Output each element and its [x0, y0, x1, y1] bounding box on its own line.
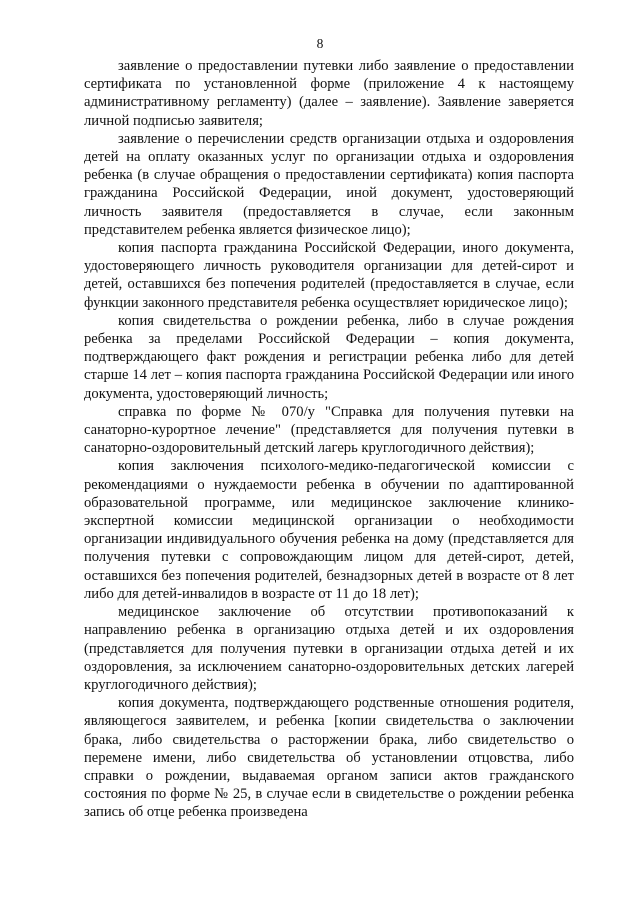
paragraph-kinship-document: копия документа, подтверждающего родственные отношения родителя, являющегося заявителем, и ребенка [копии свидетельства о заключении брака, либо свидетельства о расторжении брака, либо свидетельство о перемене имени, либо свидетельства об установлении отцовства, либо справки о рождении, выдаваемая органом записи актов гражданского состояния по форме № 25, в случае если в свидетельстве о рождении ребенка запись об отце ребенка произведена	[84, 695, 574, 821]
paragraph-commission-conclusion: копия заключения психолого-медико-педагогической комиссии с рекомендациями о нуждаемости ребенка в обучении по адаптированной образовательной программе, или медицинское заключение клинико-экспертной комиссии медицинской организации о необходимости организации индивидуального обучения ребенка на дому (представляется для получения путевки с сопровождающим лицом для детей-сирот, детей, оставшихся без попечения родителей, безнадзорных детей в возрасте от 8 лет либо для детей-инвалидов в возрасте от 11 до 18 лет);	[84, 458, 574, 602]
paragraph-medical-conclusion: медицинское заключение об отсутствии противопоказаний к направлению ребенка в организацию отдыха детей и их оздоровления (представляется для получения путевки в организации отдыха детей и их оздоровления, за исключением санаторно-оздоровительных детских лагерей круглогодичного действия);	[84, 604, 574, 693]
paragraph-transfer-request: заявление о перечислении средств организации отдыха и оздоровления детей на оплату оказанных услуг по организации отдыха и оздоровления ребенка (в случае обращения о предоставлении сертификата) копия паспорта гражданина Российской Федерации, иной документ, удостоверяющий личность заявителя (предоставляется в случае, если законным представителем ребенка является физическое лицо);	[84, 130, 574, 238]
paragraph-application: заявление о предоставлении путевки либо заявление о предоставлении сертификата по установленной форме (приложение 4 к настоящему административному регламенту) (далее – заявление). Заявление заверяется личной подписью заявителя;	[84, 58, 574, 129]
paragraph-medical-form: справка по форме № 070/у "Справка для получения путевки на санаторно-курортное лечение" (представляется для получения путевки в санаторно-оздоровительный детский лагерь круглогодичного действия);	[84, 403, 574, 457]
paragraph-birth-certificate: копия свидетельства о рождении ребенка, либо в случае рождения ребенка за пределами Российской Федерации – копия документа, подтверждающего факт рождения и регистрации ребенка либо для детей старше 14 лет – копия паспорта гражданина Российской Федерации или иного документа, удостоверяющий личность;	[84, 312, 574, 402]
paragraph-head-passport: копия паспорта гражданина Российской Федерации, иного документа, удостоверяющего личность руководителя организации для детей-сирот и детей, оставшихся без попечения родителей (предоставляется в случае, если функции законного представителя ребенка осуществляет юридическое лицо);	[84, 240, 574, 311]
document-body	[84, 57, 574, 822]
page-number: 8	[316, 36, 324, 51]
